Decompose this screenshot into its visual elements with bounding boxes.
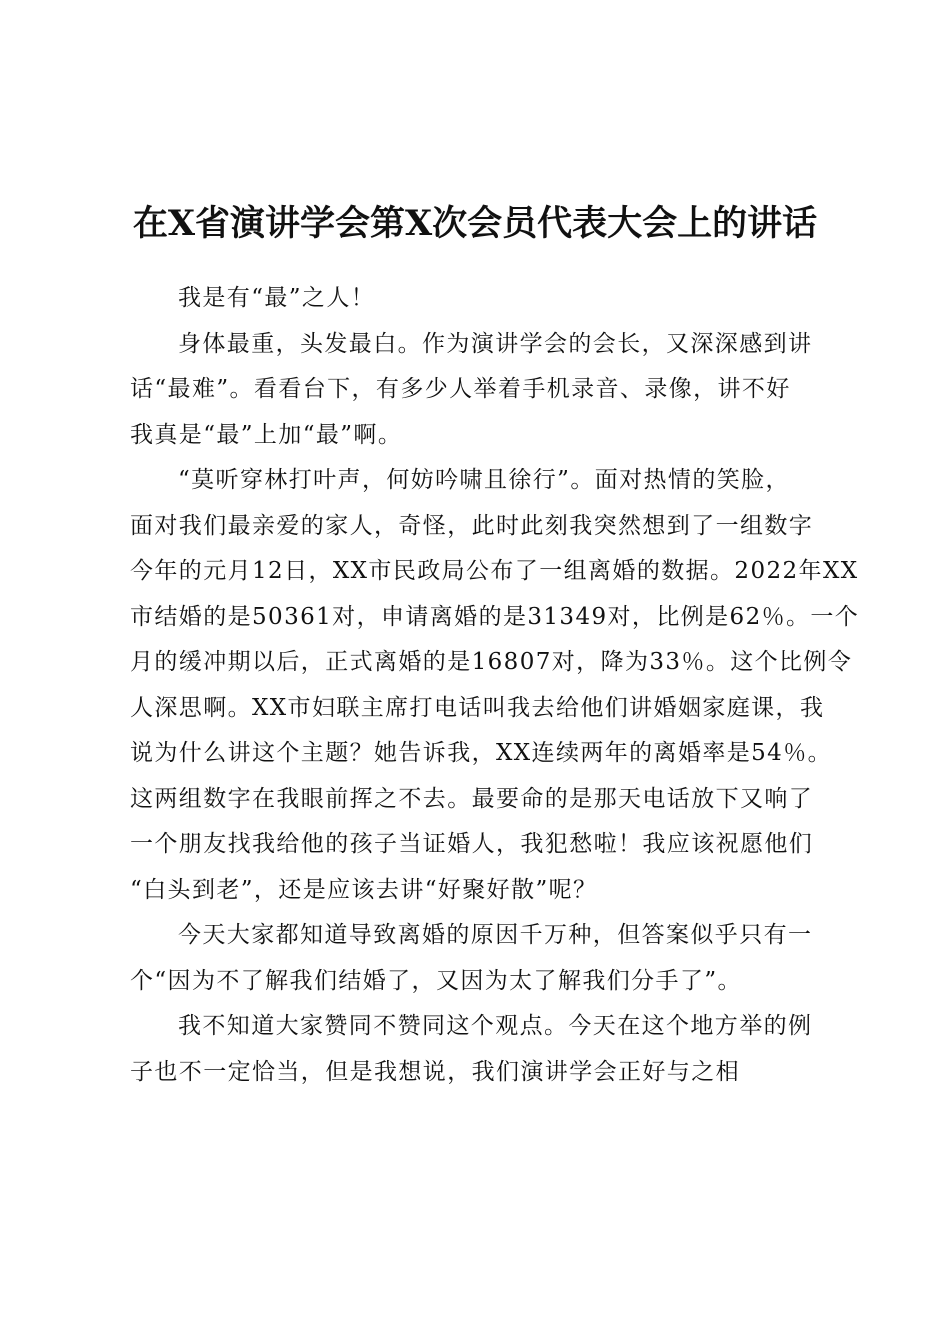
paragraph-1	[130, 276, 850, 322]
text-line: 个“因为不了解我们结婚了，又因为太了解我们分手了”。	[130, 967, 742, 994]
text-line: 话“最难”。看看台下，有多少人举着手机录音、录像，讲不好	[130, 376, 791, 402]
paragraph-5	[130, 1004, 850, 1095]
text-line: 人深思啊。XX市妇联主席打电话叫我去给他们讲婚姻家庭课，我	[130, 694, 825, 721]
text-line: 一个朋友找我给他的孩子当证婚人，我犯愁啦！我应该祝愿他们	[130, 831, 814, 857]
text-line: 月的缓冲期以后，正式离婚的是16807对，降为33％。这个比例令	[130, 649, 853, 675]
text-line: 面对我们最亲爱的家人，奇怪，此时此刻我突然想到了一组数字	[130, 512, 814, 539]
text-line: 子也不一定恰当，但是我想说，我们演讲学会正好与之相	[130, 1058, 740, 1085]
text-line: 市结婚的是50361对，申请离婚的是31349对，比例是62％。一个	[130, 603, 860, 630]
text-line: “莫听穿林打叶声，何妨吟啸且徐行”。面对热情的笑脸，	[178, 467, 790, 493]
text-line: “白头到老”，还是应该去讲“好聚好散”呢？	[130, 876, 598, 903]
text-line: 说为什么讲这个主题？她告诉我，XX连续两年的离婚率是54％。	[130, 740, 833, 766]
paragraph-2	[130, 322, 850, 459]
document-title: 在X省演讲学会第X次会员代表大会上的讲话	[132, 203, 818, 244]
text-line: 身体最重，头发最白。作为演讲学会的会长，又深深感到讲	[178, 330, 813, 357]
text-line: 我不知道大家赞同不赞同这个观点。今天在这个地方举的例	[178, 1013, 813, 1039]
paragraph-4	[130, 913, 850, 1004]
document-body	[130, 276, 860, 1095]
text-line: 这两组数字在我眼前挥之不去。最要命的是那天电话放下又响了	[130, 785, 814, 812]
text-line: 我是有“最”之人！	[178, 285, 376, 311]
paragraph-3	[130, 458, 860, 913]
text-line: 今天大家都知道导致离婚的原因千万种，但答案似乎只有一	[178, 922, 813, 948]
text-line: 今年的元月12日，XX市民政局公布了一组离婚的数据。2022年XX	[130, 558, 859, 584]
text-line: 我真是“最”上加“最”啊。	[130, 421, 403, 448]
